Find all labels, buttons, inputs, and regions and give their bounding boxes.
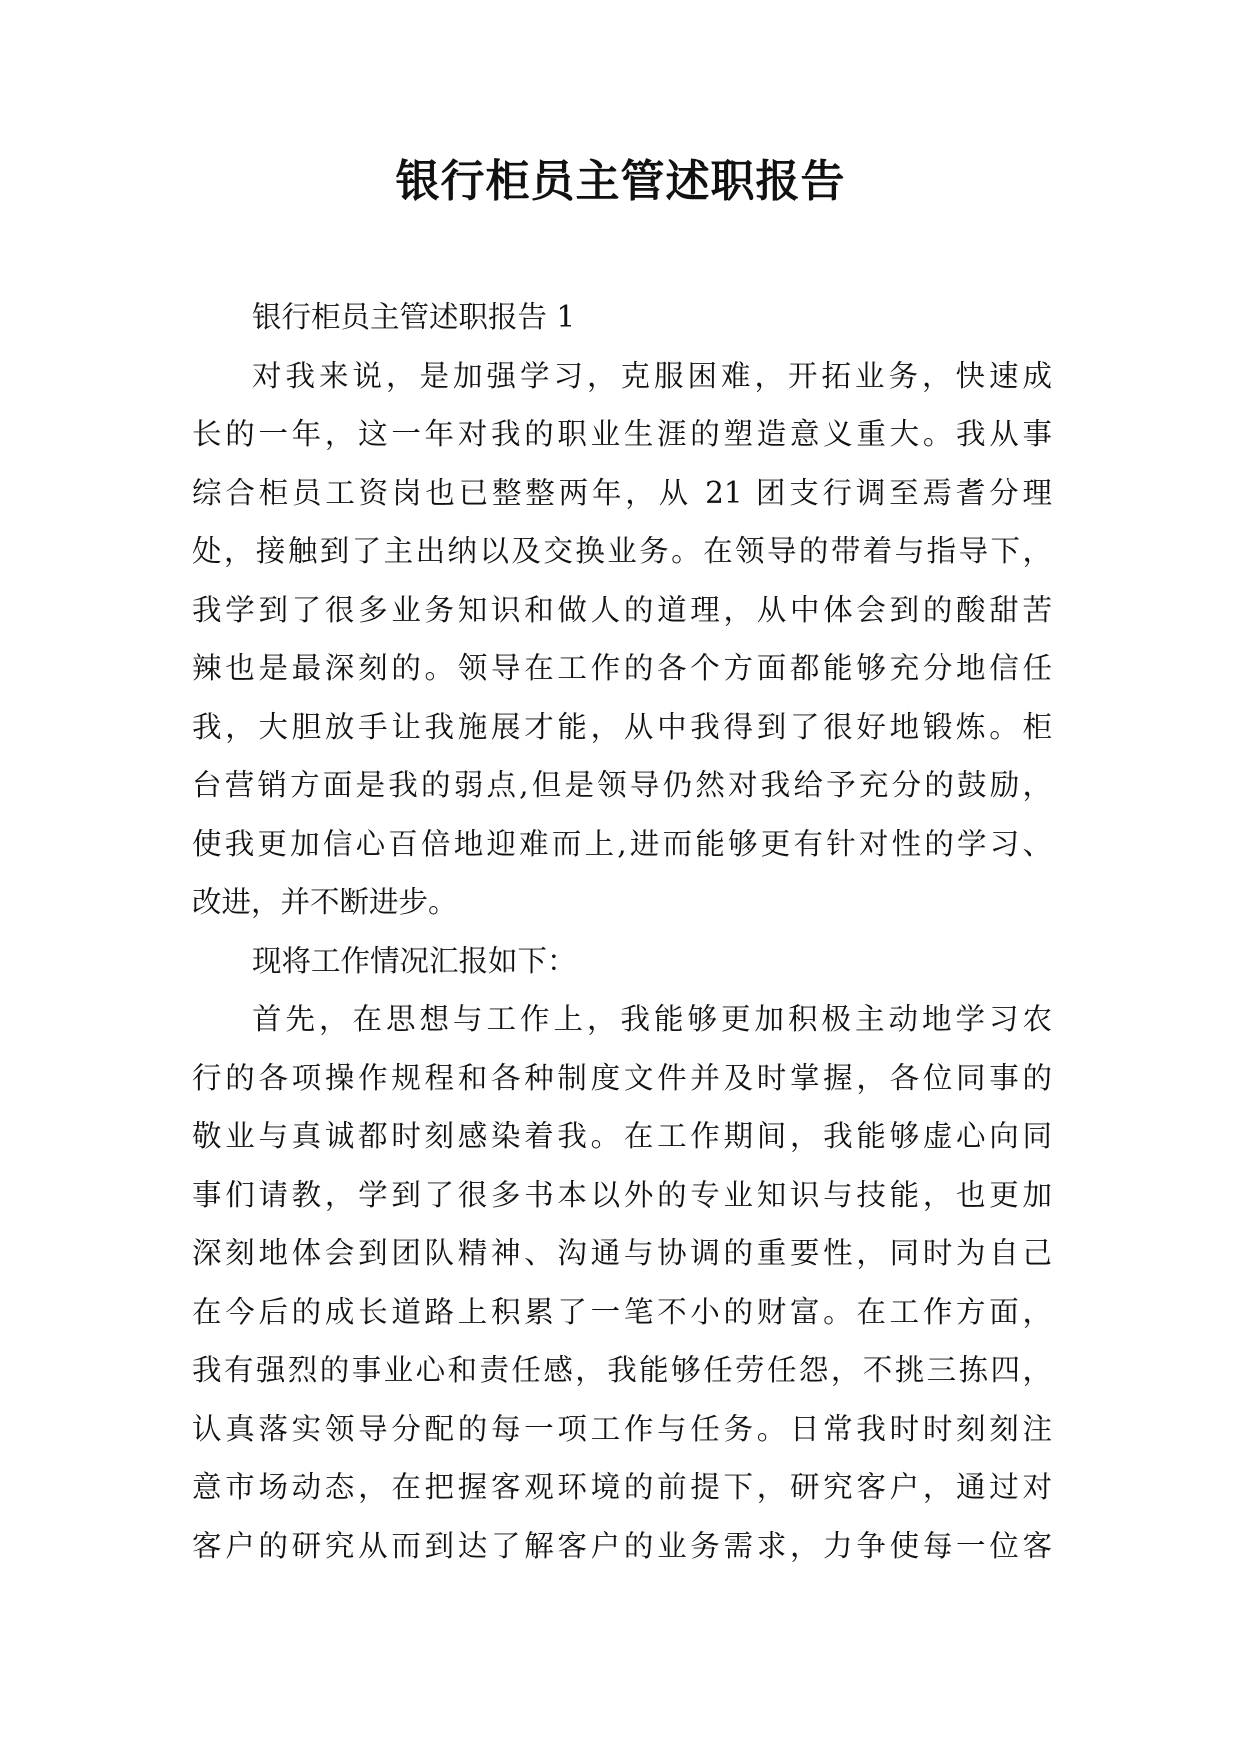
text-line: 我学到了很多业务知识和做人的道理，从中体会到的酸甜苦 xyxy=(192,592,1052,627)
text-line: 综合柜员工资岗也已整整两年，从 21 团支行调至焉耆分理 xyxy=(192,475,1052,510)
text-line: 对我来说，是加强学习，克服困难，开拓业务，快速成 xyxy=(252,358,1052,393)
text-line: 辣也是最深刻的。领导在工作的各个方面都能够充分地信任 xyxy=(192,651,1052,685)
text-line: 台营销方面是我的弱点,但是领导仍然对我给予充分的鼓励， xyxy=(192,768,1052,802)
text-line: 深刻地体会到团队精神、沟通与协调的重要性，同时为自己 xyxy=(192,1236,1052,1270)
text-line: 银行柜员主管述职报告 1 xyxy=(252,300,576,334)
text-line: 行的各项操作规程和各种制度文件并及时掌握，各位同事的 xyxy=(192,1060,1052,1095)
text-line: 使我更加信心百倍地迎难而上,进而能够更有针对性的学习、 xyxy=(192,826,1052,861)
text-line: 长的一年，这一年对我的职业生涯的塑造意义重大。我从事 xyxy=(192,417,1052,451)
text-line: 改进，并不断进步。 xyxy=(192,885,458,919)
text-line: 事们请教，学到了很多书本以外的专业知识与技能，也更加 xyxy=(192,1177,1052,1212)
text-line: 首先，在思想与工作上，我能够更加积极主动地学习农 xyxy=(252,1002,1052,1036)
text-line: 客户的研究从而到达了解客户的业务需求，力争使每一位客 xyxy=(192,1528,1052,1563)
text-line: 现将工作情况汇报如下： xyxy=(252,943,577,978)
text-line: 认真落实领导分配的每一项工作与任务。日常我时时刻刻注 xyxy=(192,1411,1052,1446)
document-title: 银行柜员主管述职报告 xyxy=(395,156,846,207)
document-body xyxy=(192,288,1052,1575)
text-line: 处，接触到了主出纳以及交换业务。在领导的带着与指导下， xyxy=(192,534,1052,568)
text-line: 我，大胆放手让我施展才能，从中我得到了很好地锻炼。柜 xyxy=(192,709,1052,744)
text-line: 敬业与真诚都时刻感染着我。在工作期间，我能够虚心向同 xyxy=(192,1119,1052,1153)
text-line: 意市场动态，在把握客观环境的前提下，研究客户，通过对 xyxy=(192,1470,1052,1504)
text-line: 在今后的成长道路上积累了一笔不小的财富。在工作方面， xyxy=(192,1294,1052,1329)
text-line: 我有强烈的事业心和责任感，我能够任劳任怨，不挑三拣四， xyxy=(192,1353,1052,1387)
